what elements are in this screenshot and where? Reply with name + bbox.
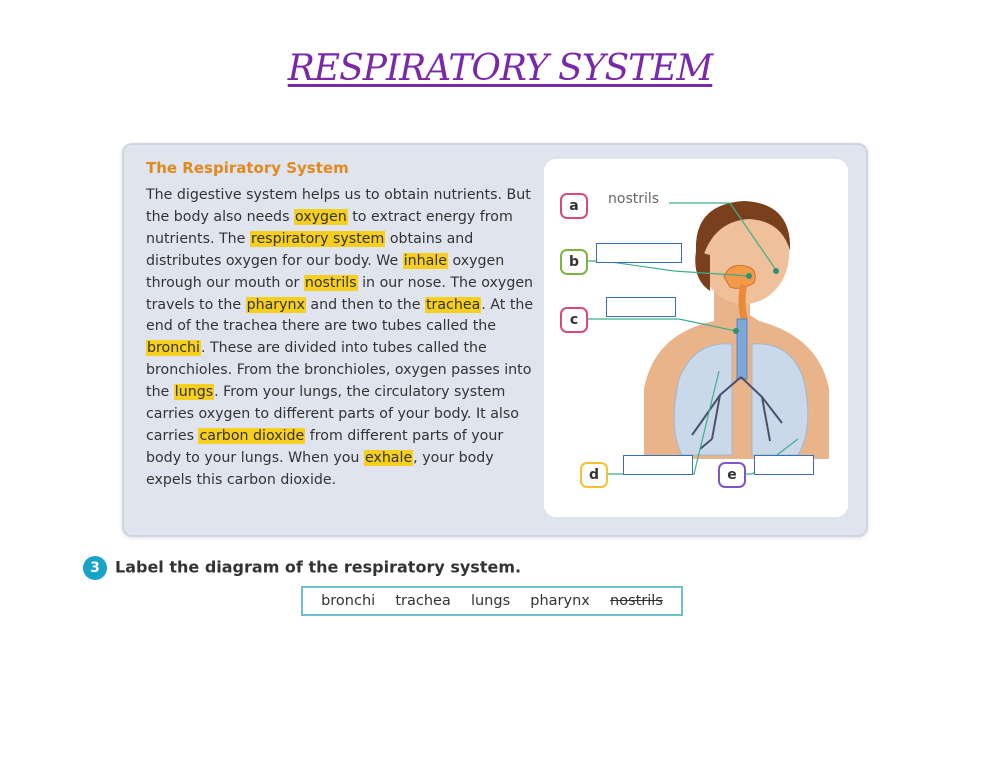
instruction-text: Label the diagram of the respiratory system.: [115, 557, 522, 577]
exercise-instruction: [83, 556, 521, 580]
passage-segment: , your body expels this carbon dioxide.: [146, 449, 494, 488]
label-letter-c: c: [560, 307, 588, 333]
passage-segment: obtains and distributes oxygen for our body. We: [146, 230, 474, 269]
passage-segment: from different parts of your body to your lungs. When you: [146, 427, 504, 466]
word-bank-item: bronchi: [321, 593, 376, 609]
label-letter-b: b: [560, 249, 588, 275]
passage-segment: The digestive system helps us to obtain nutrients. But the body also needs: [146, 187, 531, 225]
section-heading: The Respiratory System: [146, 159, 349, 177]
word-bank-item: trachea: [395, 593, 451, 609]
label-marker-e: [718, 462, 746, 488]
passage-segment: oxygen through our mouth or: [146, 252, 505, 291]
label-marker-d: [580, 462, 608, 488]
label-a-answer: nostrils: [608, 191, 660, 207]
label-c-input[interactable]: [606, 297, 676, 317]
word-bank-item: pharynx: [530, 593, 590, 609]
diagram-panel: [544, 159, 848, 517]
word-bank-item: lungs: [470, 593, 511, 609]
passage-text: [146, 185, 541, 492]
step-number-badge: 3: [83, 556, 107, 580]
passage-segment: . These are divided into tubes called the bronchioles. From the bronchioles, oxygen passes into the: [146, 340, 532, 401]
highlighted-term: pharynx: [246, 296, 305, 313]
highlighted-term: exhale: [364, 449, 413, 466]
label-e-input[interactable]: [754, 455, 814, 475]
passage-segment: . From your lungs, the circulatory system carries oxygen to different parts of your body. It also carries: [146, 384, 519, 444]
highlighted-term: inhale: [403, 252, 447, 269]
label-letter-e: e: [718, 462, 746, 488]
label-letter-a: a: [560, 193, 588, 219]
highlighted-term: trachea: [425, 296, 481, 313]
label-marker-a: [560, 193, 588, 219]
text-panel: [146, 159, 541, 492]
word-bank-item: nostrils: [610, 593, 663, 609]
content-card: [122, 143, 868, 537]
highlighted-term: lungs: [174, 384, 214, 401]
passage-segment: . At the end of the trachea there are two tubes called the: [146, 296, 534, 335]
label-b-input[interactable]: [596, 243, 682, 263]
highlighted-term: nostrils: [304, 274, 357, 291]
label-d-input[interactable]: [623, 455, 693, 475]
passage-segment: in our nose. The oxygen travels to the: [146, 274, 534, 313]
word-bank: [301, 586, 683, 616]
highlighted-term: oxygen: [294, 208, 347, 225]
passage-segment: to extract energy from nutrients. The: [146, 208, 513, 247]
highlighted-term: respiratory system: [250, 230, 385, 247]
page-title: RESPIRATORY SYSTEM: [287, 48, 713, 89]
highlighted-term: bronchi: [147, 340, 200, 357]
label-marker-c: [560, 307, 588, 333]
label-letter-d: d: [580, 462, 608, 488]
passage-segment: and then to the: [305, 296, 425, 313]
highlighted-term: carbon dioxide: [199, 427, 305, 444]
label-marker-b: [560, 249, 588, 275]
